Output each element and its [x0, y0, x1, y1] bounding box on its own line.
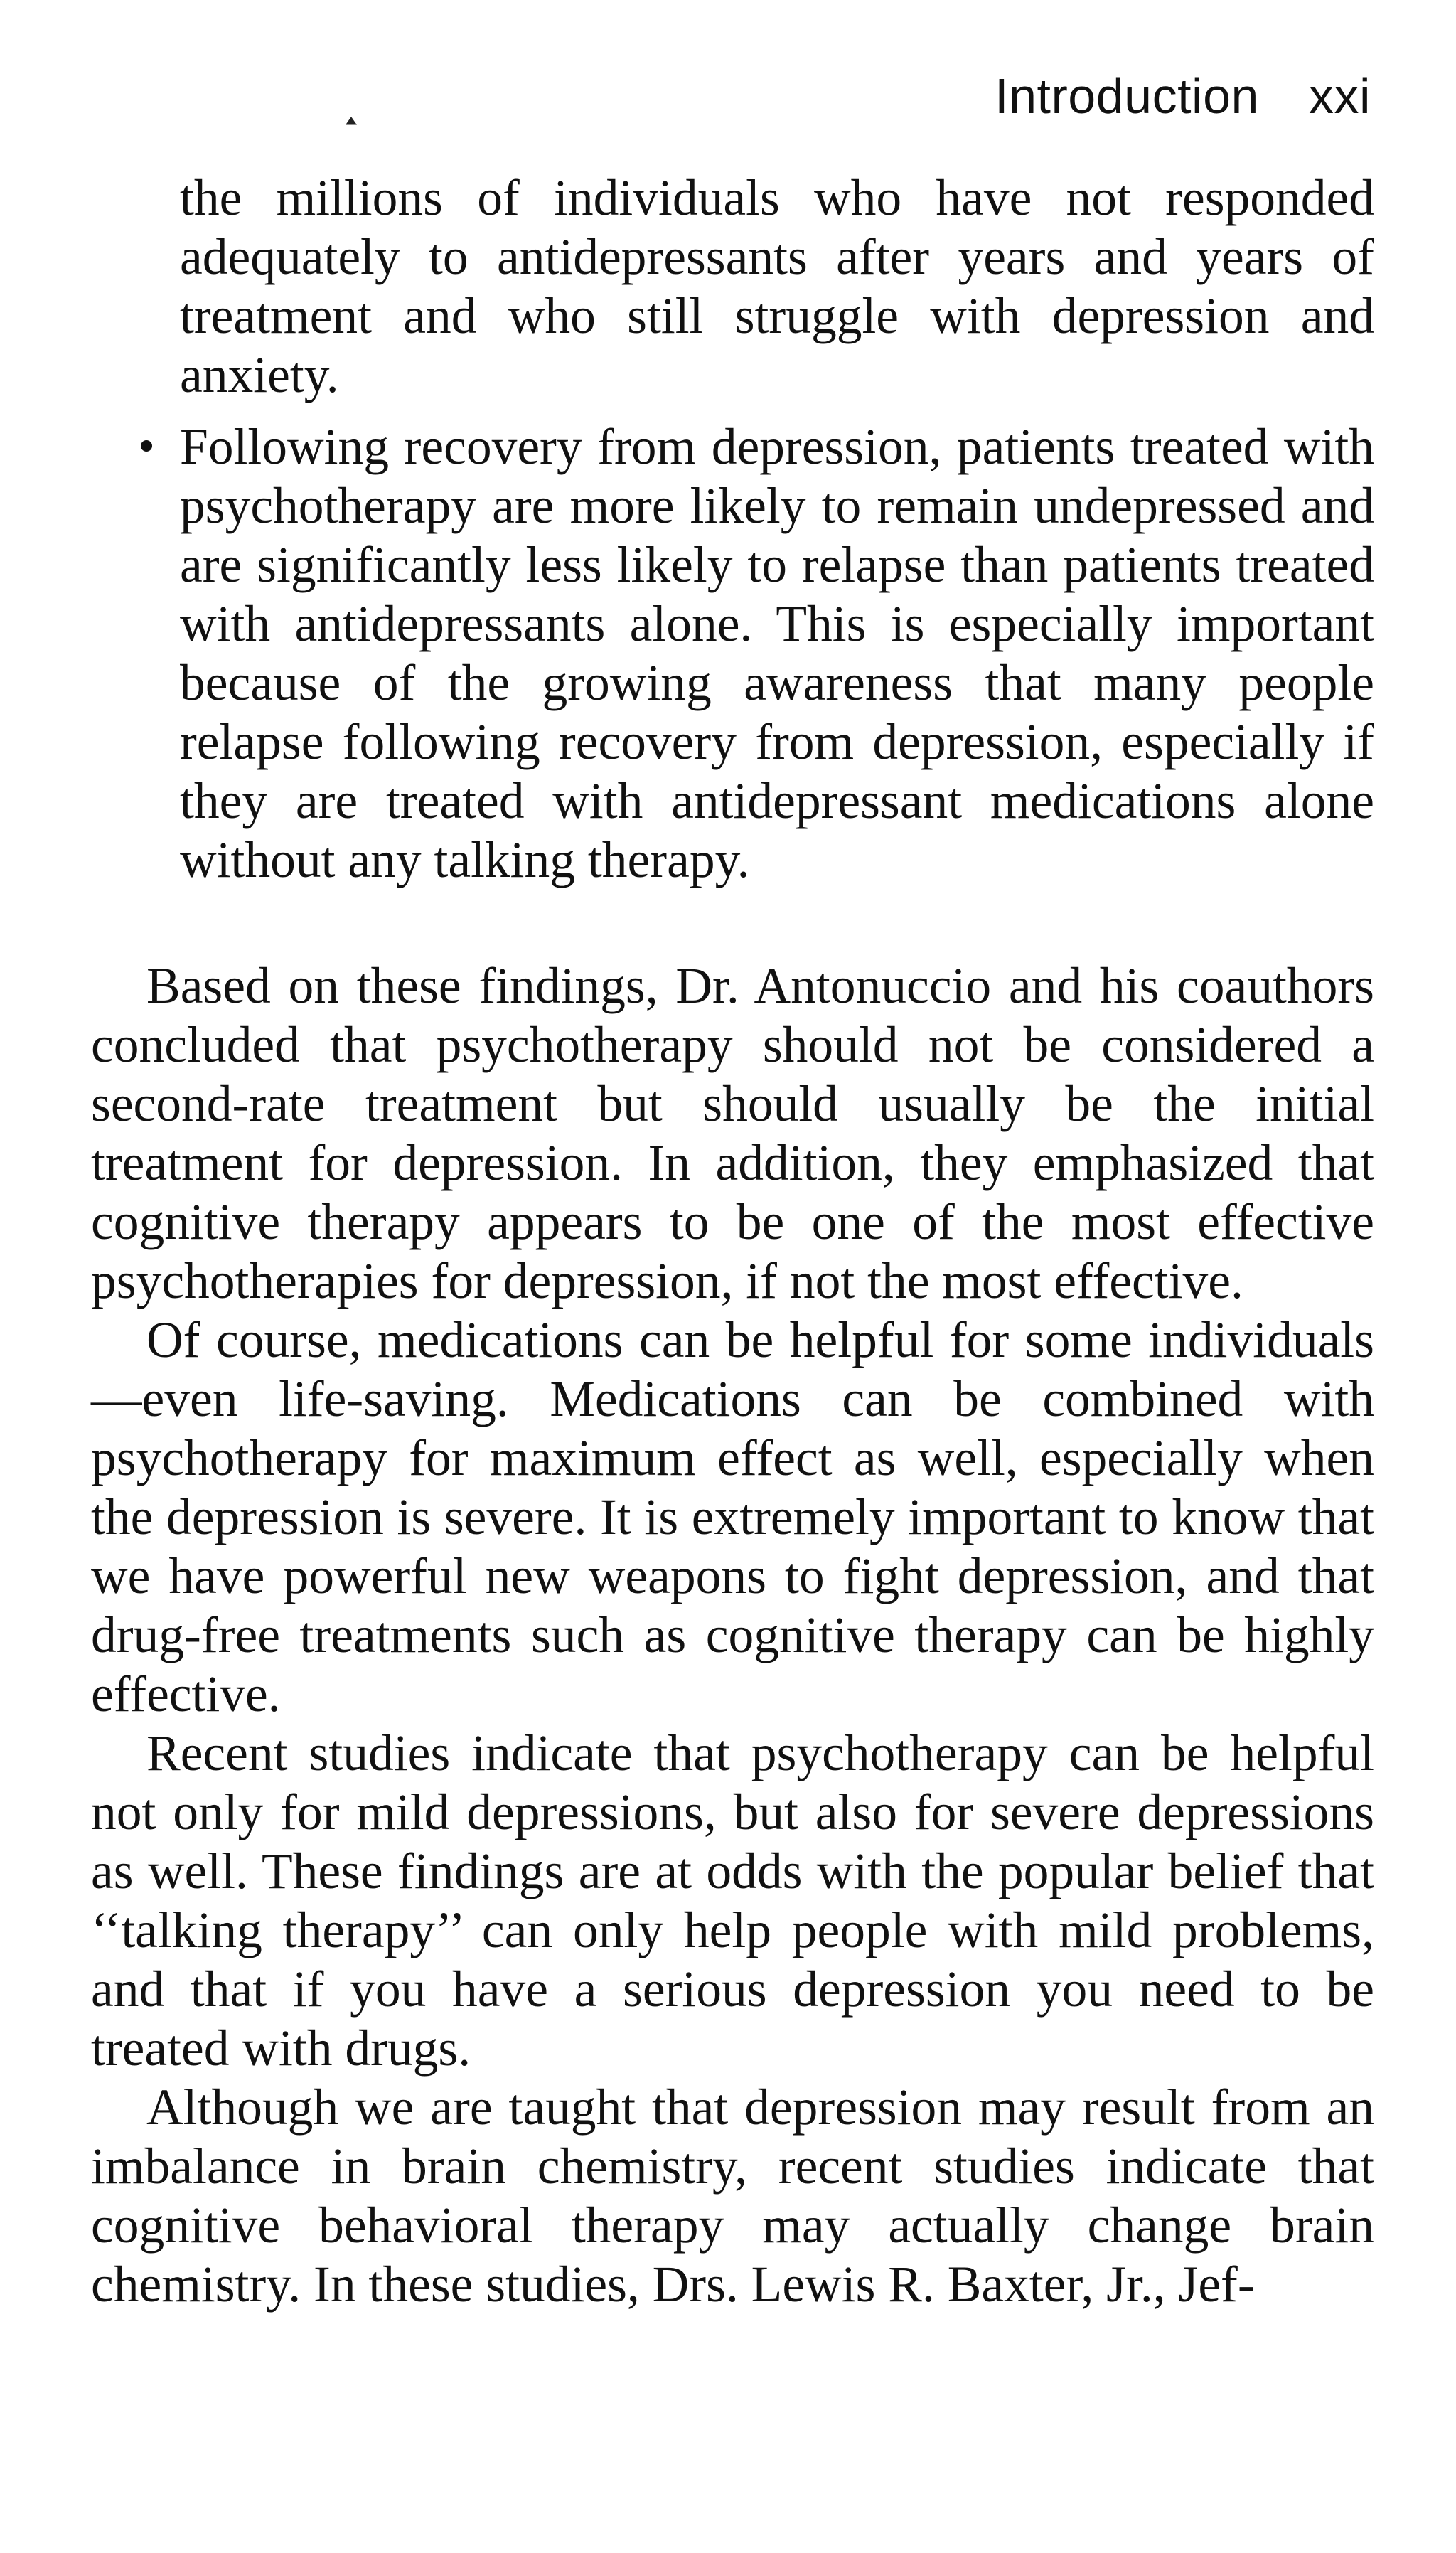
print-speck-mark	[345, 115, 358, 127]
bullet-item-text: Following recovery from depression, patients treated with psychotherapy are more likely to remain undepressed and are significantly less likely to relapse than patients treated with antidepressants alone. This is especially important because of the growing awareness that many people relapse following recovery from depression, especially if they are treated with antidepressant medications alone without any talking therapy.	[180, 419, 1374, 888]
paragraph: Recent studies indicate that psychotherapy can be helpful not only for mild depressions, but also for severe depressions as well. These findings are at odds with the popular belief that ‘‘talking therapy’’ can only help people with mild problems, and that if you have a serious depression you need to be treated with drugs.	[91, 1725, 1374, 2077]
bullet-continuation-text: the millions of individuals who have not responded adequately to antidepressants after years and years of treatment and who still struggle with depression and anxiety.	[180, 170, 1374, 403]
running-head	[995, 68, 1371, 124]
paragraph: Based on these findings, Dr. Antonuccio and his coauthors concluded that psychotherapy should not be considered a second-rate treatment but should usually be the initial treatment for depression. In addition, they emphasized that cognitive therapy appears to be one of the most effective psychotherapies for depression, if not the most effective.	[91, 958, 1374, 1309]
section-title: Introduction	[995, 68, 1259, 124]
paragraph: Although we are taught that depression may result from an imbalance in brain chemistry, recent studies indicate that cognitive behavioral therapy may actually change brain chemistry. In these studies, Drs. Lewis R. Baxter, Jr., Jef-	[91, 2079, 1374, 2313]
paragraph: Of course, medications can be helpful for some individuals—even life-saving. Medications can be combined with psychotherapy for maximum effect as well, especially when the depression is severe. It is extremely important to know that we have powerful new weapons to fight depression, and that drug-free treatments such as cognitive therapy can be highly effective.	[91, 1312, 1374, 1722]
page-number: xxi	[1308, 68, 1371, 124]
bullet-point-icon	[141, 440, 152, 452]
body-text	[91, 956, 1374, 2314]
